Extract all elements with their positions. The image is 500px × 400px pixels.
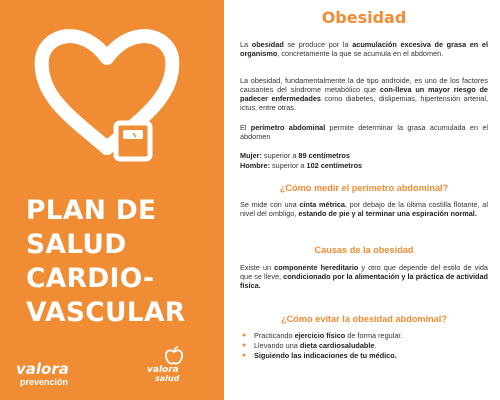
list-item: ● Siguiendo las indicaciones de tu médico. [240,351,488,361]
apple-icon [165,346,183,366]
logo2-brand: valora [147,365,179,375]
paragraph-causas: Existe un componente hereditario y otro que depende del estilo de vida que se lleve, condicionado por la alimentación y la práctica de actividad física. [240,263,488,291]
logo2-sub: salud [155,374,180,383]
title-line-2: SALUD [26,229,127,260]
paragraph-definition: La obesidad se produce por la acumulación excesiva de grasa en el organismo, concretamente la que se acumula en el abdomen. [240,40,488,59]
section-title: Obesidad [321,8,407,27]
title-line-3: CARDIO- [26,263,155,294]
heading-causas: Causas de la obesidad [314,245,414,255]
heading-medir: ¿Cómo medir el perímetro abdominal? [279,183,449,193]
list-item: ● Practicando ejercicio físico de forma regular. [240,331,488,341]
paragraph-risk: La obesidad, fundamentalmente la de tipo androide, es uno de los factores causantes del síndrome metabólico que con-lleva un mayor riesgo de padecer enfermedades como diabetes, dislipemias, hipertensión arterial, ictus, entre otras. [240,76,488,113]
list-item: ● Llevando una dieta cardiosaludable. [240,341,488,351]
plan-title [26,194,216,330]
valora-salud-logo [147,346,197,386]
left-panel [0,0,224,400]
heart-scale-icon [32,18,182,168]
logo1-sub: prevención [20,377,69,387]
threshold-hombre: Hombre: superior a 102 centímetros [240,161,363,170]
right-panel [240,0,488,400]
logo1-brand: valora [16,360,69,378]
paragraph-perimeter: El perímetro abdominal permite determinar la grasa acumulada en el abdomen [240,123,489,142]
title-line-4: VASCULAR [26,297,186,328]
paragraph-medir: Se mide con una cinta métrica, por debajo de la última costilla flotante, al nivel del ombligo, estando de pie y al terminar una espiración normal. [240,200,488,219]
heading-evitar: ¿Cómo evitar la obesidad abdominal? [281,314,447,324]
title-line-1: PLAN DE [26,195,157,226]
prevention-list [240,331,488,361]
valora-prevencion-logo [16,362,69,387]
threshold-mujer: Mujer: superior a 89 centímetros [240,151,350,160]
